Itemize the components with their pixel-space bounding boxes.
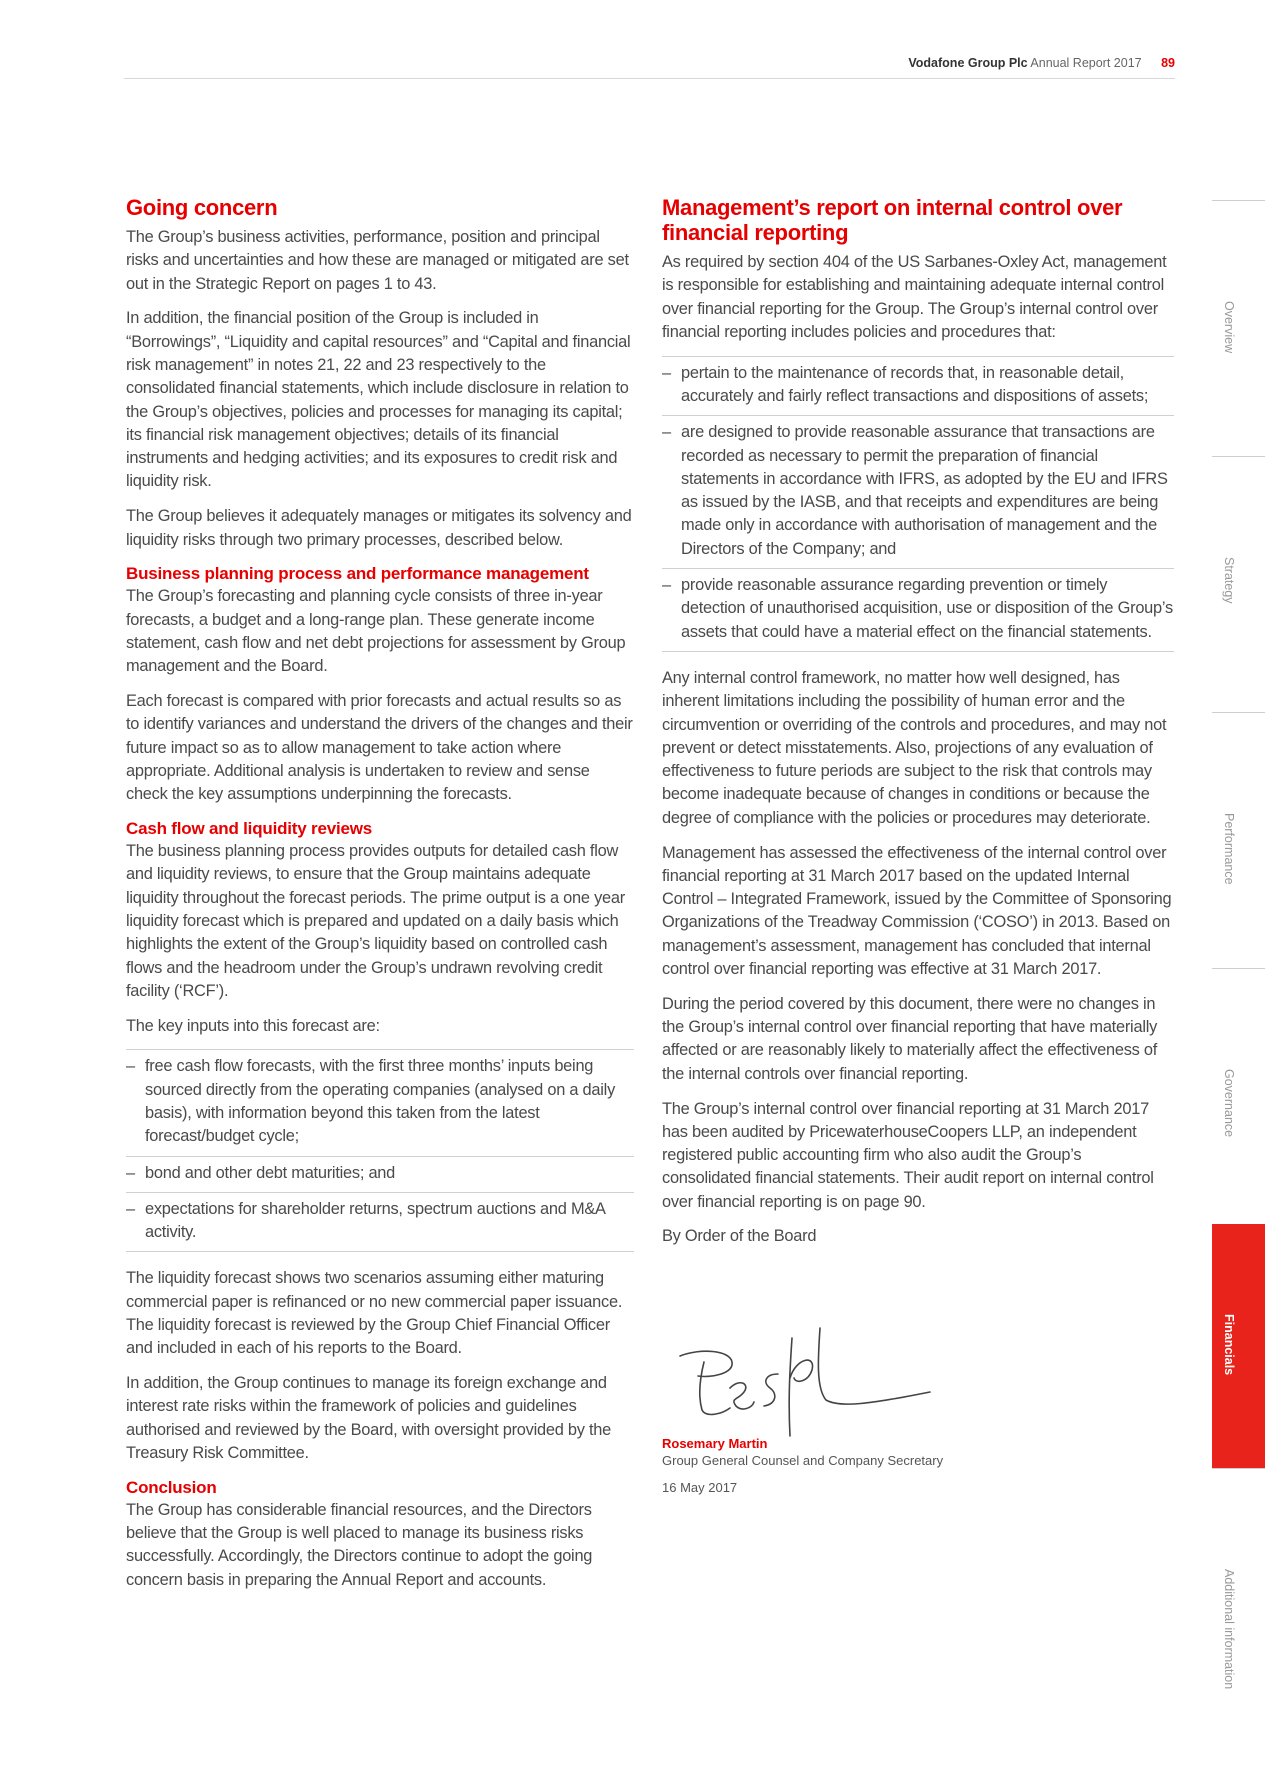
signature-date: 16 May 2017 [662,1480,738,1495]
list-item: – pertain to the maintenance of records that, in reasonable detail, accurately and fairly reflect transactions and dispositions of assets; [662,357,1174,417]
paragraph: The business planning process provides outputs for detailed cash flow and liquidity reviews, to ensure that the Group maintains adequate liquidity throughout the forecast periods. The prime output is a one year liquidity forecast which is prepared and updated on a daily basis which highlights the extent of the Group’s liquidity based on controlled cash flows and the headroom under the Group’s undrawn revolving credit facility (‘RCF’). [126,842,625,1000]
tab-label: Financials [1222,1314,1236,1376]
tab-strategy[interactable] [1212,456,1265,712]
paragraph: The Group’s business activities, performance, position and principal risks and uncertainties and how these are managed or mitigated are set out in the Strategic Report on pages 1 to 43. [126,228,629,293]
paragraph: The Group has considerable financial resources, and the Directors believe that the Group is well placed to manage its business risks successfully. Accordingly, the Directors continue to adopt the going concern basis in preparing the Annual Report and accounts. [126,1500,593,1589]
paragraph: The key inputs into this forecast are: [126,1016,380,1035]
header-divider [124,78,1175,79]
internal-control-title: Management’s report on internal control over financial reporting [662,195,1123,245]
signatory-role: Group General Counsel and Company Secretary [662,1453,944,1468]
paragraph: The Group’s forecasting and planning cycle consists of three in-year forecasts, a budget and a long-range plan. These generate income statement, cash flow and net debt projections for assessment by Group management and the Board. [126,587,626,676]
by-order-text: By Order of the Board [662,1227,817,1246]
tab-overview[interactable] [1212,200,1265,456]
list-item: – bond and other debt maturities; and [126,1157,634,1193]
tab-label: Strategy [1222,557,1236,604]
report-name: Annual Report 2017 [1030,56,1142,70]
paragraph: The Group believes it adequately manages or mitigates its solvency and liquidity risks through two primary processes, described below. [126,507,632,549]
paragraph: The liquidity forecast shows two scenarios assuming either maturing commercial paper is refinanced or no new commercial paper issuance. The liquidity forecast is reviewed by the Group Chief Financial Officer and included in each of his reports to the Board. [126,1269,623,1358]
policies-list [662,356,1174,652]
paragraph: In addition, the Group continues to manage its foreign exchange and interest rate risks within the framework of policies and guidelines authorised and reviewed by the Board, with oversight provided by the Treasury Risk Committee. [126,1374,612,1463]
signatory-name: Rosemary Martin [662,1436,768,1451]
tab-additional-information[interactable] [1212,1468,1265,1724]
right-column [662,195,1174,1260]
list-item: – provide reasonable assurance regarding prevention or timely detection of unauthorised acquisition, use or disposition of the Group’s assets that could have a material effect on the financial statements. [662,569,1174,652]
section-tabs [1212,200,1265,1724]
paragraph: Management has assessed the effectiveness of the internal control over financial reporting at 31 March 2017 based on the updated Internal Control – Integrated Framework, issued by the Committee of Sponsoring Organizations of the Treadway Commission (‘COSO’) in 2013. Based on management’s assessment, management has concluded that internal control over financial reporting was effective at 31 March 2017. [662,843,1172,979]
paragraph: During the period covered by this document, there were no changes in the Group’s internal control over financial reporting that have materially affected or are reasonably likely to materially affect the effectiveness of the internal controls over financial reporting. [662,994,1158,1083]
paragraph: Any internal control framework, no matter how well designed, has inherent limitations including the possibility of human error and the circumvention or overriding of the controls and procedures, and may not prevent or detect misstatements. Also, projections of any evaluation of effectiveness to future periods are subject to the risk that controls may become inadequate because of changes in conditions or because the degree of compliance with the policies or procedures may deteriorate. [662,668,1167,827]
paragraph: The Group’s internal control over financial reporting at 31 March 2017 has been audited by PricewaterhouseCoopers LLP, an independent registered public accounting firm who also audit the Group’s consolidated financial statements. Their audit report on internal control over financial reporting is on page 90. [662,1099,1154,1211]
list-item: – are designed to provide reasonable assurance that transactions are recorded as necessary to permit the preparation of financial statements in accordance with IFRS, as adopted by the EU and IFRS as issued by the IASB, and that receipts and expenditures are being made only in accordance with authorisation of management and the Directors of the Company; and [662,416,1174,569]
list-item: – free cash flow forecasts, with the first three months’ inputs being sourced directly from the operating companies (analysed on a daily basis), with information beyond this taken from the latest forecast/budget cycle; [126,1050,634,1156]
cash-flow-heading: Cash flow and liquidity reviews [126,819,373,839]
tab-label: Overview [1222,301,1236,354]
tab-governance[interactable] [1212,968,1265,1224]
left-column [126,195,634,1604]
paragraph: As required by section 404 of the US Sarbanes-Oxley Act, management is responsible for establishing and maintaining adequate internal control over financial reporting for the Group. The Group’s internal control over financial reporting includes policies and procedures that: [662,253,1167,341]
page-header [0,56,1175,70]
paragraph: In addition, the financial position of the Group is included in “Borrowings”, “Liquidity and capital resources” and “Capital and financial risk management” in notes 21, 22 and 23 respectively to the consolidated financial statements, which include disclosure in relation to the Group’s objectives, policies and processes for managing its capital; its financial risk management objectives; details of its financial instruments and hedging activities; and its exposures to credit risk and liquidity risk. [126,309,631,491]
signature-image [670,1318,932,1448]
company-name: Vodafone Group Plc [908,56,1028,70]
key-inputs-list [126,1049,634,1252]
conclusion-heading: Conclusion [126,1477,217,1497]
tab-financials[interactable] [1212,1224,1265,1468]
tab-label: Performance [1222,813,1236,885]
business-planning-heading: Business planning process and performance management [126,564,589,584]
tab-performance[interactable] [1212,712,1265,968]
paragraph: Each forecast is compared with prior forecasts and actual results so as to identify variances and understand the drivers of the changes and their future impact so as to allow management to take action where appropriate. Additional analysis is undertaken to review and sense check the key assumptions underpinning the forecasts. [126,692,633,804]
list-item: – expectations for shareholder returns, spectrum auctions and M&A activity. [126,1193,634,1253]
going-concern-title: Going concern [126,195,278,220]
page-number: 89 [1161,56,1175,70]
tab-label: Additional information [1222,1569,1236,1690]
tab-label: Governance [1222,1069,1236,1138]
